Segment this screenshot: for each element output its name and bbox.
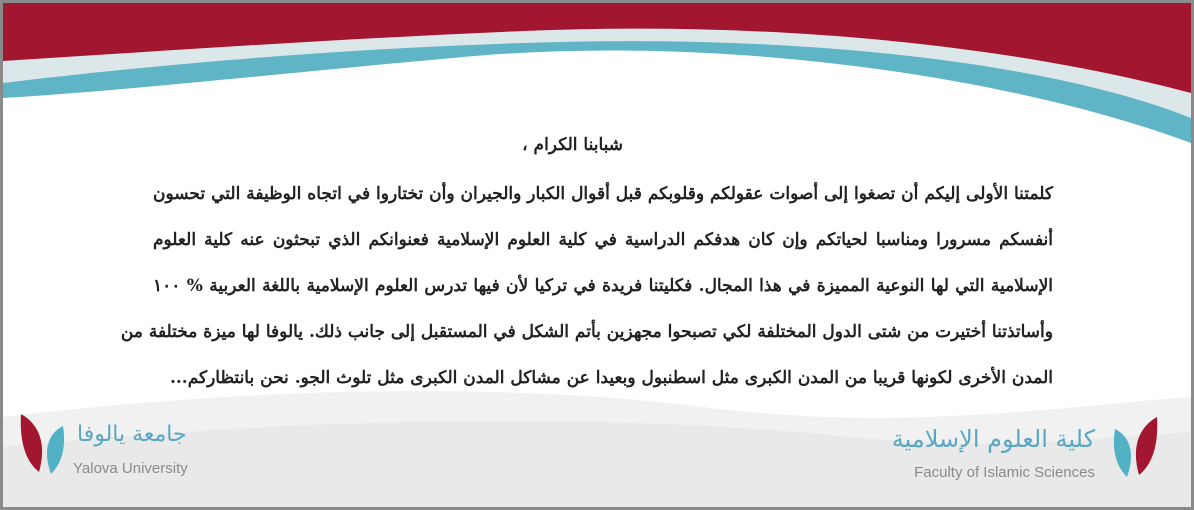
faculty-name-en: Faculty of Islamic Sciences: [914, 464, 1095, 481]
yalova-university-logo: [17, 408, 217, 488]
paragraph-line: كلمتنا الأولى إليكم أن تصغوا إلى أصوات عقولكم وقلوبكم قبل أقوال الكبار والجيران وأن تختاروا في اتجاه الوظيفة التي تحسون: [153, 184, 1053, 204]
greeting: شبابنا الكرام ،: [522, 135, 623, 155]
faculty-name-ar: كلية العلوم الإسلامية: [891, 425, 1095, 453]
petal-mark-icon: [17, 408, 67, 488]
letter-body: [120, 123, 1053, 401]
paragraph-line: الإسلامية التي لها النوعية المميزة في هذا المجال. فكليتنا فريدة في تركيا لأن فيها تدرس العلوم الإسلامية باللغة العربية % ١٠٠: [153, 276, 1053, 296]
paragraph-line: أنفسكم مسرورا ومناسبا لحياتكم وإن كان هدفكم الدراسية في كلية العلوم الإسلامية فعنوانكم الذي تبحثون عنه كلية العلوم: [153, 230, 1053, 250]
petal-mark-icon: [1111, 411, 1161, 491]
paragraph-line: وأساتذتنا أختيرت من شتى الدول المختلفة لكي تصبحوا مجهزين بأتم الشكل في المستقبل إلى جانب ذلك. يالوفا لها ميزة مختلفة من: [120, 322, 1053, 342]
paragraph-line: المدن الأخرى لكونها قريبا من المدن الكبرى مثل اسطنبول وبعيدا عن مشاكل المدن الكبرى مثل تلوث الجو. نحن بانتظاركم...: [169, 368, 1053, 388]
header-decoration: [3, 3, 1191, 143]
university-name-ar: جامعة يالوفا: [77, 422, 187, 447]
faculty-logo: [891, 411, 1171, 491]
university-name-en: Yalova University: [73, 460, 188, 477]
